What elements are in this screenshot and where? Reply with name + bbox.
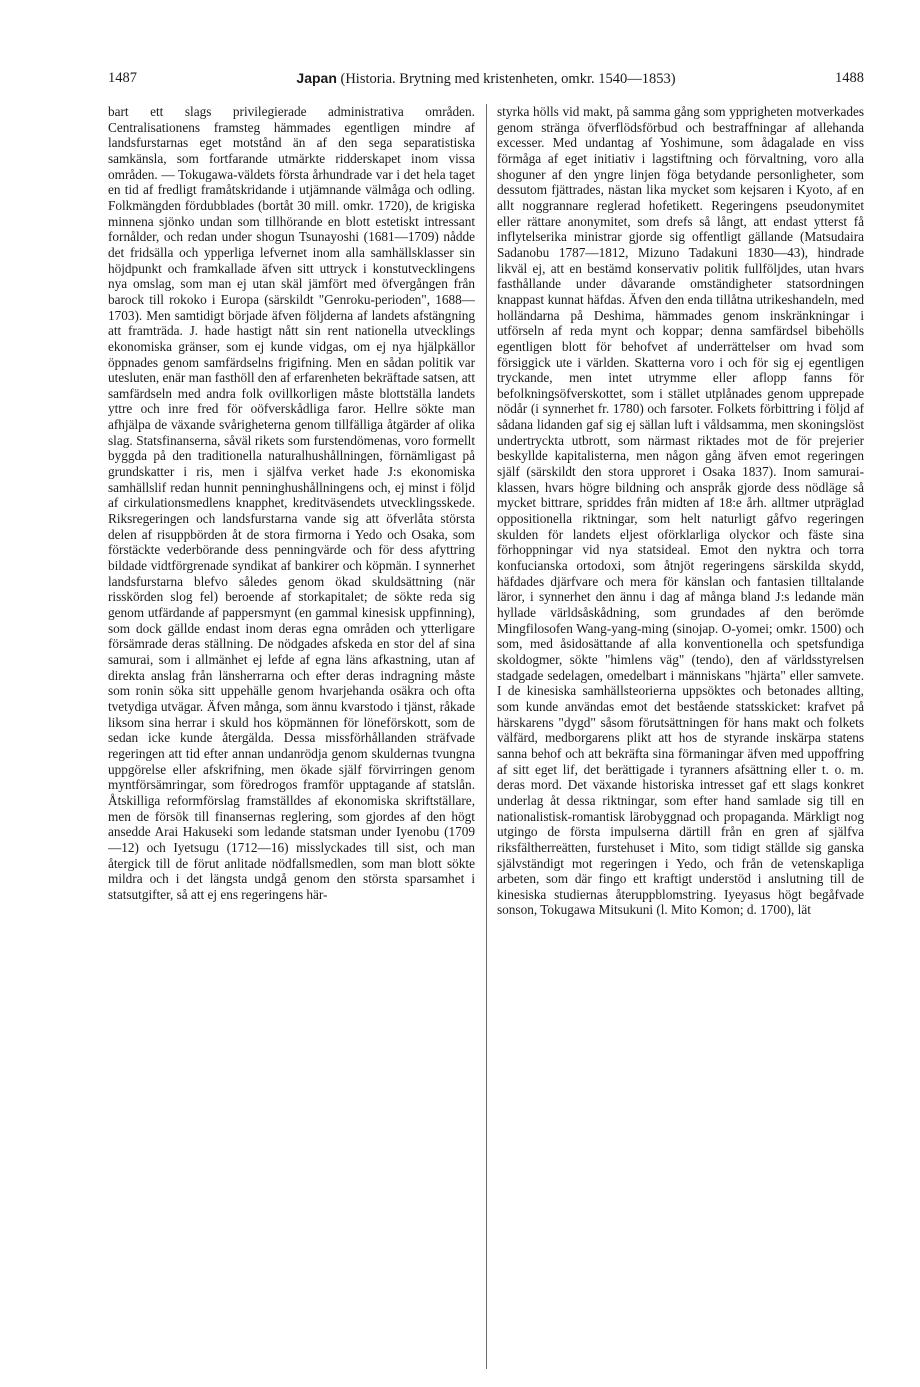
running-title-keyword: Japan (296, 70, 337, 86)
page-number-right: 1488 (835, 70, 864, 86)
text-column-left (108, 104, 475, 1369)
column-left-text: bart ett slags privilegierade administrativa områden. Centralisationens framsteg hämmades egentligen mindre af landsfurstarnas eget motstånd än af den sega separatistiska samkänsla, som fortfarande utmärkte ridderskapet inom vissa områden. — Tokugawa-väldets första århundrade var i det hela taget en tid af fredligt framåtskridande i utjämnande välmåga och odling. Folkmängden fördubblades (bortåt 30 mill. omkr. 1720), de krigiska minnena sjönko undan som tillhörande en blott estetiskt intressant fornålder, och redan under shogun Tsunayoshi (1681—1709) nådde det fridsälla och ypperliga lefvernet inom alla samhällsklasser sin höjdpunkt och framkallade äfven sitt uttryck i konstutvecklingens nya omslag, som man ej utan skäl jämfört med öfvergången från barock till rokoko i Europa (särskildt "Genroku-perioden", 1688—1703). Men samtidigt började äfven följderna af landets afstängning att framträda. J. hade hastigt nått sin rent nationella utvecklings ekonomiska gränser, som ej kunde vidgas, om ej nya hjälpkällor öppnades genom samfärdselns frigifning. Men en sådan politik var utesluten, enär man fasthöll den af erfarenheten bekräftade satsen, att samfärdseln med andra folk ovillkorligen måste blottställa landets yttre och inre fred för oöfverskådliga faror. Hellre sökte man afhjälpa de växande svårigheterna genom tillfälliga åtgärder af olika slag. Statsfinanserna, såväl rikets som furstendömenas, voro formellt byggda på den traditionella naturalhushållningen, förnämligast på grundskatter i ris, men i själfva verket hade J:s ekonomiska samhällslif redan hunnit penninghushållningens och, ej minst i följd af cirkulationsmedlens knapphet, kreditväsendets utvecklingsskede. Riksregeringen och landsfurstarna vande sig att öfverlåta största delen af risuppbörden åt de stora firmorna i Yedo och Osaka, som förstäckte vederbörande dess penningvärde och för dess afyttring bildade vidtförgrenade syndikat af bankirer och köpmän. I synnerhet landsfurstarna blefvo således genom ökad skuldsättning (när risskörden slog fel) beroende af storkapitalet; de sökte reda sig genom utfärdande af pappersmynt (en gammal kinesisk uppfinning), som dock gällde endast inom deras egna områden och ytterligare försämrade deras ställning. De nödgades afskeda en stor del af sina samurai, som i allmänhet ej lefde af egna läns afkastning, utan af direkta anslag från länsherrarna och efter deras indragning måste som ronin söka sitt uppehälle genom hvarjehanda osäkra och ofta tvetydiga utvägar. Äfven många, som ännu kvarstodo i tjänst, råkade liksom sina herrar i skuld hos köpmännen för löneförskott, som de sedan icke kunde återgälda. Dessa missförhållanden sträfvade regeringen att tid efter annan undanrödja genom skuldernas tvungna uppgörelse eller afskrifning, men ökade själf förvirringen genom myntförsämringar, som föredrogos framför upptagande af statslån. Åtskilliga reformförslag framställdes af ekonomiska skriftställare, men de försök till finansernas reglering, som gjordes af den högt ansedde Arai Hakuseki som ledande statsman under Iyenobu (1709—12) och Iyetsugu (1712—16) misslyckades till sist, och man återgick till de förut anlitade nödfallsmedlen, som man blott sökte mildra och i det längsta undgå genom den största sparsamhet i statsutgifter, så att ej ens regeringens här- (108, 104, 475, 902)
page-number-left: 1487 (108, 70, 137, 86)
running-title-subject: (Historia. Brytning med kristenheten, omkr. 1540—1853) (340, 71, 676, 87)
text-column-right (497, 104, 864, 1369)
page-header (108, 70, 864, 92)
running-title (108, 70, 864, 88)
column-right-text: styrka hölls vid makt, på samma gång som ypprigheten motverkades genom stränga öfverflödsförbud och bestraffningar af allehanda excesser. Med undantag af Yoshimune, som ådagalade en viss förmåga af eget initiativ i lagstiftning och förvaltning, voro alla shoguner af den yngre linjen föga betydande personligheter, som dessutom fjättrades, nästan lika mycket som kejsaren i Kyoto, af en allt noggrannare reglerad hofetikett. Regeringens pseudonymitet eller rättare anonymitet, som drefs så långt, att endast ytterst få inflytelserika ministrar gjorde sig offentligt gällande (Matsudaira Sadanobu 1787—1812, Mizuno Tadakuni 1830—43), hindrade likväl ej, att en bestämd konservativ politik fullföljdes, utan hvars fasthållande under dåvarande omständigheter statsordningen knappast kunnat häfdas. Äfven den enda tillåtna utrikeshandeln, med holländarna på Deshima, hämmades genom inskränkningar i utförseln af reda mynt och koppar; denna samfärdsel bibehölls egentligen blott för behofvet af underrättelser om hvad som försiggick ute i världen. Skatterna voro i och för sig ej egentligen tryckande, men intet utrymme eller aflopp fanns för befolkningsöfverskottet, som i stället utplånades genom upprepade nödår (i synnerhet fr. 1780) och farsoter. Folkets förbittring i följd af sådana lidanden gaf sig ej sällan luft i våldsamma, men skoningslöst undertryckta utbrott, som närmast riktades mot de för prejerier beskyllde kapitalisterna, men någon gång äfven emot regeringen själf (särskildt den stora upproret i Osaka 1837). Inom samurai-klassen, hvars högre bildning och anspråk gjorde dess nödläge så mycket bittrare, spriddes från midten af 18:e årh. alltmer utpräglad oppositionella riktningar, som helt naturligt gåfvo regeringen skulden för landets eljest oförklarliga olyckor och fäste sina förhoppningar vid nya statsideal. Emot den nyktra och torra konfucianska ortodoxi, som åtnjöt regeringens särskilda skydd, häfdades djärfvare och mera för känslan och fantasien tilltalande läror, i synnerhet den ännu i dag af många bland J:s ledande män hyllade världsåskådning, som grundades af den berömde Mingfilosofen Wang-yang-ming (sinojap. O-yomei; omkr. 1500) och som, med åsidosättande af alla konventionella och spetsfundiga skoldogmer, sökte "himlens väg" (tendo), den af världsstyrelsen stadgade sedelagen, omedelbart i människans "hjärta" eller samvete. I de kinesiska samhällsteorierna uppsöktes och betonades allting, som kunde användas emot det bestående statsskicket: krafvet på härskarens "dygd" såsom förutsättningen för hans makt och folkets välfärd, medborgarens plikt att hos de styrande inskärpa statens sanna behof och att bekräfta sina förmaningar äfven med uppoffring af sitt eget lif, det berättigade i tyranners afsättning eller t. o. m. deras mord. Det växande historiska intresset gaf ett slags konkret underlag åt dessa riktningar, som efter hand samlade sig till en nationalistisk-romantisk lärobyggnad och propaganda. Märkligt nog utgingo de första impulserna därtill från en gren af själfva riksfältherreätten, furstehuset i Mito, som tidigt ställde sig ganska självständigt mot regeringen i Yedo, och från de vetenskapliga arbeten, som där fingo ett kraftigt understöd i anslutning till de kinesiska studiernas återuppblomstring. Iyeyasus högt begåfvade sonson, Tokugawa Mitsukuni (l. Mito Komon; d. 1700), lät (497, 104, 864, 918)
column-divider (486, 104, 487, 1369)
